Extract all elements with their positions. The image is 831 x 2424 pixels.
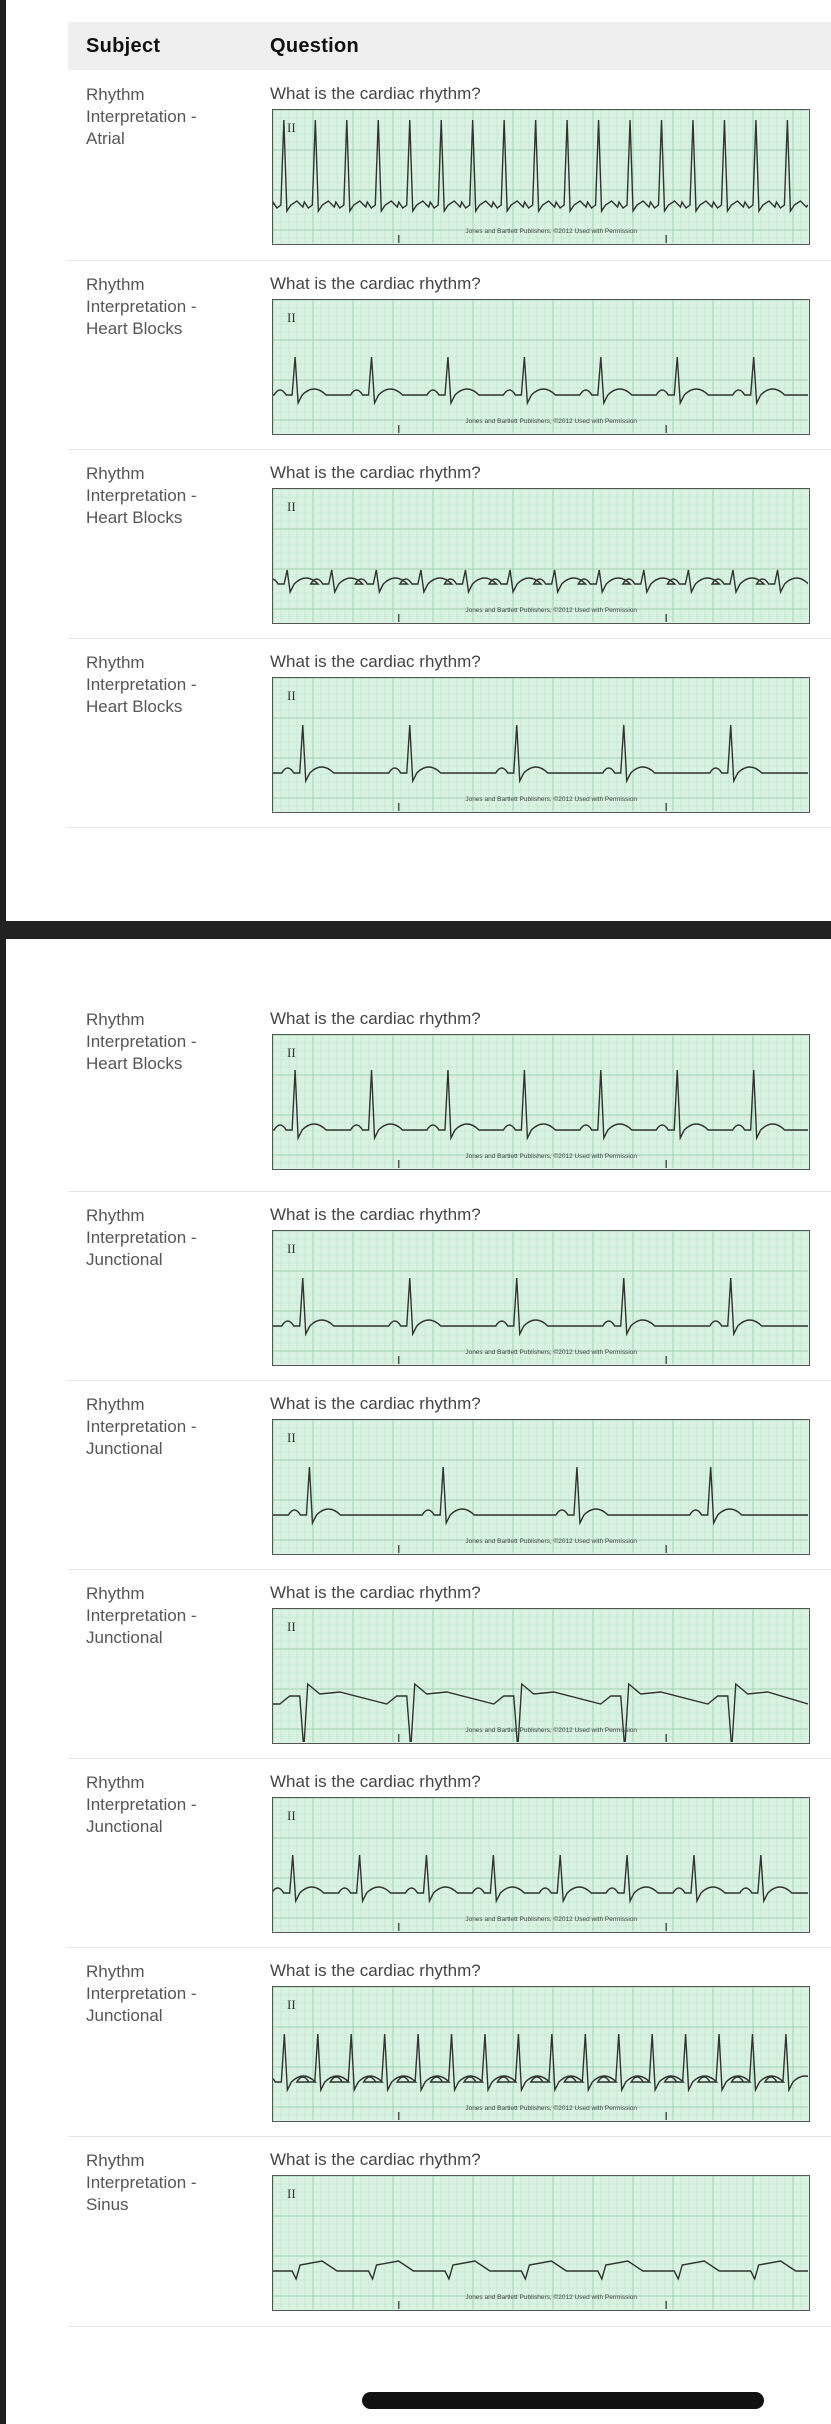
subject-cell: Rhythm Interpretation - Heart Blocks: [86, 653, 197, 716]
ecg-trace-graphic: [273, 1609, 808, 1742]
subject-cell: Rhythm Interpretation - Junctional: [86, 1773, 197, 1836]
ecg-lead-label: II: [287, 2186, 296, 2201]
question-text: What is the cardiac rhythm?: [270, 652, 481, 671]
ecg-watermark: Jones and Bartlett Publishers, ©2012 Used with Permission: [465, 418, 638, 425]
ecg-watermark: Jones and Bartlett Publishers, ©2012 Used with Permission: [465, 1538, 638, 1545]
subject-cell: Rhythm Interpretation - Heart Blocks: [86, 1010, 197, 1073]
ecg-watermark: Jones and Bartlett Publishers, ©2012 Used with Permission: [465, 607, 638, 614]
question-text: What is the cardiac rhythm?: [270, 84, 481, 103]
question-text: What is the cardiac rhythm?: [270, 1583, 481, 1602]
ecg-strip: [272, 299, 810, 435]
ecg-trace-graphic: [273, 2176, 808, 2309]
ecg-trace-graphic: [273, 678, 808, 811]
ecg-watermark: Jones and Bartlett Publishers, ©2012 Used with Permission: [465, 2105, 638, 2112]
question-row[interactable]: [68, 638, 831, 828]
ecg-lead-label: II: [287, 1045, 296, 1060]
ecg-strip: [272, 1608, 810, 1744]
ecg-lead-label: II: [287, 499, 296, 514]
question-text: What is the cardiac rhythm?: [270, 1961, 481, 1980]
question-text: What is the cardiac rhythm?: [270, 463, 481, 482]
ecg-strip: [272, 488, 810, 624]
ecg-strip: [272, 1034, 810, 1170]
question-text: What is the cardiac rhythm?: [270, 1205, 481, 1224]
ecg-watermark: Jones and Bartlett Publishers, ©2012 Used with Permission: [465, 2294, 638, 2301]
ecg-strip: [272, 2175, 810, 2311]
ecg-lead-label: II: [287, 1241, 296, 1256]
ecg-watermark: Jones and Bartlett Publishers, ©2012 Used with Permission: [465, 1916, 638, 1923]
ecg-watermark: Jones and Bartlett Publishers, ©2012 Used with Permission: [465, 1727, 638, 1734]
left-edge-bar: [0, 0, 6, 2424]
ecg-strip: [272, 1419, 810, 1555]
question-row[interactable]: [68, 1947, 831, 2137]
ecg-strip: [272, 1986, 810, 2122]
subject-cell: Rhythm Interpretation - Heart Blocks: [86, 275, 197, 338]
ecg-trace-graphic: [273, 1798, 808, 1931]
subject-column-header: Subject: [86, 34, 161, 57]
ecg-trace-graphic: [273, 1231, 808, 1364]
ecg-trace-graphic: [273, 489, 808, 622]
subject-cell: Rhythm Interpretation - Heart Blocks: [86, 464, 197, 527]
ecg-strip: [272, 1230, 810, 1366]
question-text: What is the cardiac rhythm?: [270, 2150, 481, 2169]
ecg-lead-label: II: [287, 688, 296, 703]
ecg-lead-label: II: [287, 1430, 296, 1445]
question-row[interactable]: [68, 2136, 831, 2327]
question-text: What is the cardiac rhythm?: [270, 274, 481, 293]
question-row[interactable]: [68, 449, 831, 639]
question-text: What is the cardiac rhythm?: [270, 1394, 481, 1413]
subject-cell: Rhythm Interpretation - Junctional: [86, 1395, 197, 1458]
question-row[interactable]: [68, 1191, 831, 1381]
ecg-watermark: Jones and Bartlett Publishers, ©2012 Used with Permission: [465, 1153, 638, 1160]
table-header: [68, 22, 831, 70]
question-column-header: Question: [270, 34, 360, 57]
question-row[interactable]: [68, 995, 831, 1192]
ecg-watermark: Jones and Bartlett Publishers, ©2012 Used with Permission: [465, 228, 638, 235]
home-indicator[interactable]: [362, 2392, 764, 2409]
ecg-lead-label: II: [287, 1619, 296, 1634]
subject-cell: Rhythm Interpretation - Junctional: [86, 1584, 197, 1647]
ecg-lead-label: II: [287, 1997, 296, 2012]
ecg-strip: [272, 1797, 810, 1933]
ecg-lead-label: II: [287, 310, 296, 325]
ecg-strip: [272, 109, 810, 245]
question-row[interactable]: [68, 260, 831, 450]
question-text: What is the cardiac rhythm?: [270, 1009, 481, 1028]
ecg-trace-graphic: [273, 1420, 808, 1553]
subject-cell: Rhythm Interpretation - Sinus: [86, 2151, 197, 2214]
ecg-strip: [272, 677, 810, 813]
subject-cell: Rhythm Interpretation - Junctional: [86, 1206, 197, 1269]
ecg-trace-graphic: [273, 300, 808, 433]
question-row[interactable]: [68, 1758, 831, 1948]
ecg-trace-graphic: [273, 1987, 808, 2120]
subject-cell: Rhythm Interpretation - Junctional: [86, 1962, 197, 2025]
ecg-lead-label: II: [287, 120, 296, 135]
screenshot-divider: [0, 921, 831, 939]
subject-cell: Rhythm Interpretation - Atrial: [86, 85, 197, 148]
question-row[interactable]: [68, 1569, 831, 1759]
ecg-lead-label: II: [287, 1808, 296, 1823]
question-row[interactable]: [68, 70, 831, 261]
ecg-trace-graphic: [273, 110, 808, 243]
question-text: What is the cardiac rhythm?: [270, 1772, 481, 1791]
ecg-trace-graphic: [273, 1035, 808, 1168]
ecg-watermark: Jones and Bartlett Publishers, ©2012 Used with Permission: [465, 796, 638, 803]
question-row[interactable]: [68, 1380, 831, 1570]
ecg-watermark: Jones and Bartlett Publishers, ©2012 Used with Permission: [465, 1349, 638, 1356]
